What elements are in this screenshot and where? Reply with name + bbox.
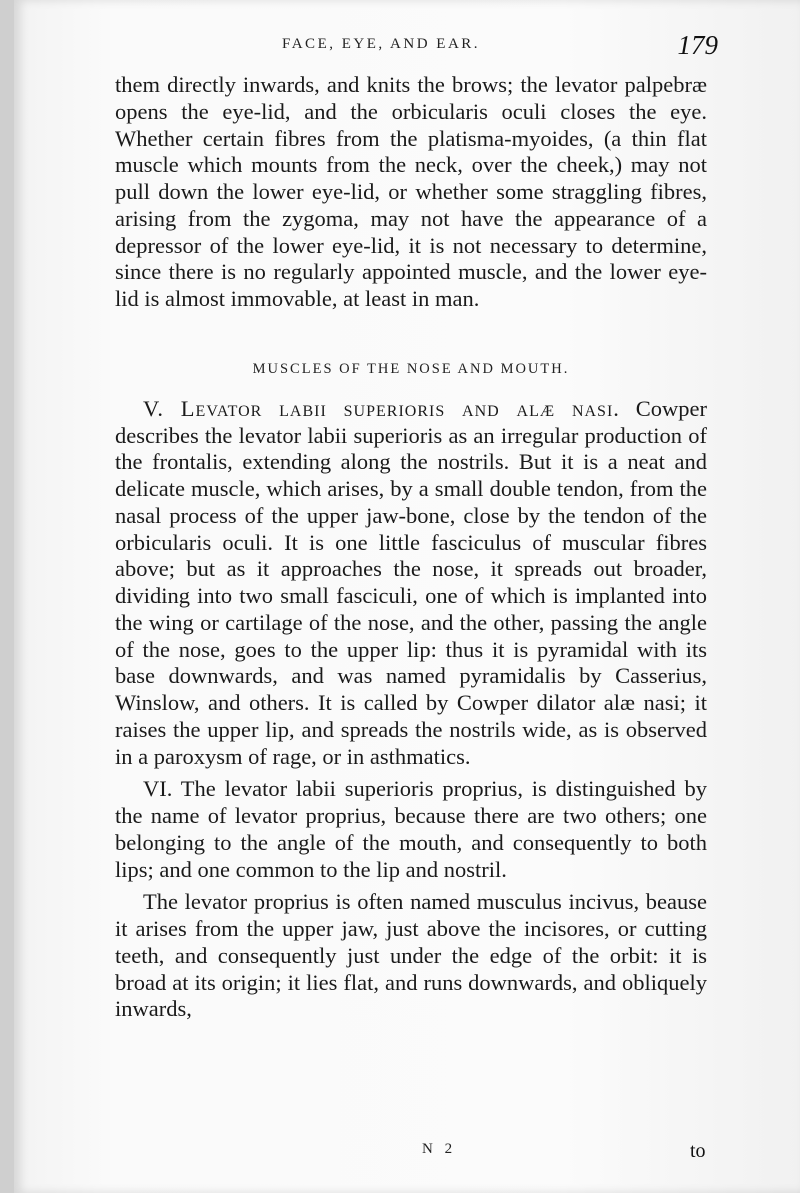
page-number: 179 (677, 30, 718, 60)
paragraph-incisivus: The levator proprius is often named musculus incivus, beause it arises from the upper jaw, just above the incisores, or cutting teeth, and consequently just under the edge of the orbit: it is broad at its origin; it lies flat, and runs downwards, and obliquely inwards, (115, 889, 707, 1022)
book-page (14, 0, 800, 1193)
page-footer (14, 1141, 800, 1171)
catchword: to (690, 1140, 706, 1162)
signature-mark: N 2 (422, 1141, 457, 1157)
paragraph-text: Cowper describes the levator labii superioris as an irregular production of the frontalis, extending along the nostrils. But it is a neat and delicate muscle, which arises, by a small double tendon, from the nasal process of the upper jaw-bone, close by the tendon of the orbicularis oculi. It is one little fasciculus of muscular fibres above; but as it approaches the nose, it spreads out broader, dividing into two small fasciculi, one of which is implanted into the wing or cartilage of the nose, and the other, passing the angle of the nose, goes to the upper lip: thus it is pyramidal with its base downwards, and was named pyramidalis by Casserius, Winslow, and others. It is called by Cowper dilator alæ nasi; it raises the upper lip, and spreads the nostrils wide, as is observed in a paroxysm of rage, or in asthmatics. (115, 395, 708, 769)
page-gutter (0, 0, 14, 1193)
paragraph-eye-muscles: them directly inwards, and knits the brows; the levator palpebræ opens the eye-lid, and the orbicularis oculi closes the eye. Whether certain fibres from the platisma-myoides, (a thin flat muscle which mounts from the neck, over the cheek,) may not pull down the lower eye-lid, or whether some straggling fibres, arising from the zygoma, may not have the appearance of a depressor of the lower eye-lid, it is not necessary to determine, since there is no regularly appointed muscle, and the lower eye-lid is almost immovable, at least in man. (115, 72, 707, 311)
section-heading: MUSCLES OF THE NOSE AND MOUTH. (252, 360, 570, 377)
paragraph-label: V. Levator labii superioris and alæ nasi. (143, 395, 620, 421)
page-body (115, 72, 707, 1023)
paragraph-levator-proprius: VI. The levator labii superioris proprius, is distinguished by the name of levator proprius, because there are two others; one belonging to the angle of the mouth, and consequently to both lips; and one common to the lip and nostril. (115, 776, 707, 882)
page-header (282, 30, 732, 66)
running-head: FACE, EYE, AND EAR. (282, 36, 481, 52)
paragraph-levator-labii-alae-nasi (115, 396, 707, 771)
